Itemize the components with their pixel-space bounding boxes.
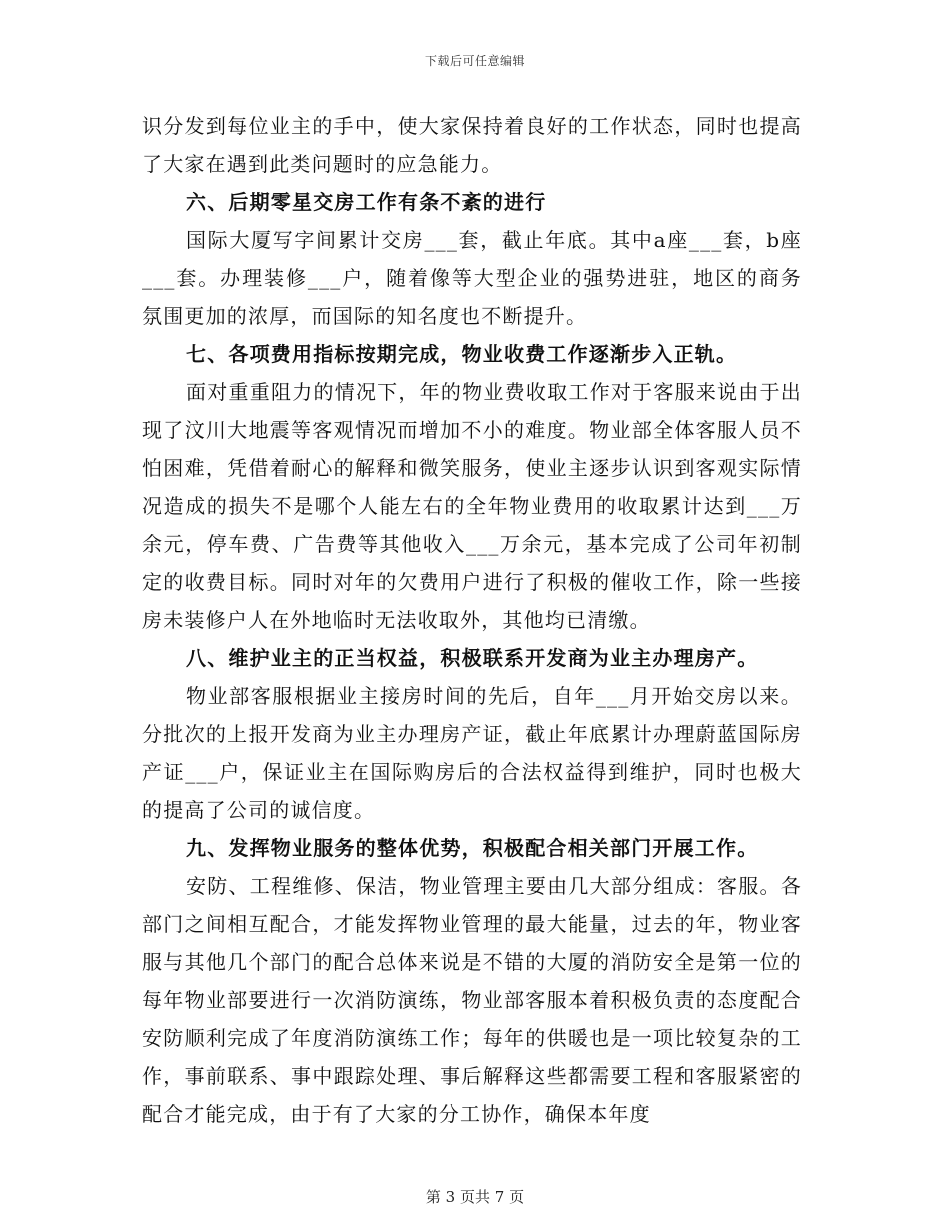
page-header: 下载后可任意编辑 bbox=[424, 54, 525, 68]
section-heading-6: 六、后期零星交房工作有条不紊的进行 bbox=[186, 190, 547, 214]
paragraph-section-8: 物业部客服根据业主接房时间的先后，自年___月开始交房以来。分批次的上报开发商为业主办理房产证，截止年底累计办理蔚蓝国际房产证___户，保证业主在国际购房后的合法权益得到维护，同时也极大的提高了公司的诚信度。 bbox=[142, 684, 802, 822]
section-heading-9: 九、发挥物业服务的整体优势，积极配合相关部门开展工作。 bbox=[186, 836, 759, 860]
document-body bbox=[142, 107, 802, 1133]
section-heading-8: 八、维护业主的正当权益，积极联系开发商为业主办理房产。 bbox=[186, 646, 759, 670]
paragraph-section-9: 安防、工程维修、保洁，物业管理主要由几大部分组成：客服。各部门之间相互配合，才能发挥物业管理的最大能量，过去的年，物业客服与其他几个部门的配合总体来说是不错的大厦的消防安全是第一位的每年物业部要进行一次消防演练，物业部客服本着积极负责的态度配合安防顺利完成了年度消防演练工作；每年的供暖也是一项比较复杂的工作，事前联系、事中跟踪处理、事后解释这些都需要工程和客服紧密的配合才能完成，由于有了大家的分工协作，确保本年度 bbox=[142, 874, 802, 1126]
section-heading-7: 七、各项费用指标按期完成，物业收费工作逐渐步入正轨。 bbox=[186, 342, 738, 366]
paragraph-continued: 识分发到每位业主的手中，使大家保持着良好的工作状态，同时也提高了大家在遇到此类问题时的应急能力。 bbox=[142, 114, 802, 176]
paragraph-section-7: 面对重重阻力的情况下，年的物业费收取工作对于客服来说由于出现了汶川大地震等客观情况而增加不小的难度。物业部全体客服人员不怕困难，凭借着耐心的解释和微笑服务，使业主逐步认识到客观实际情况造成的损失不是哪个人能左右的全年物业费用的收取累计达到___万余元，停车费、广告费等其他收入___万余元，基本完成了公司年初制定的收费目标。同时对年的欠费用户进行了积极的催收工作，除一些接房未装修户人在外地临时无法收取外，其他均已清缴。 bbox=[142, 380, 802, 632]
paragraph-section-6: 国际大厦写字间累计交房___套，截止年底。其中a座___套，b座___套。办理装修___户，随着像等大型企业的强势进驻，地区的商务氛围更加的浓厚，而国际的知名度也不断提升。 bbox=[142, 228, 802, 328]
page-footer: 第 3 页共 7 页 bbox=[425, 1188, 525, 1206]
